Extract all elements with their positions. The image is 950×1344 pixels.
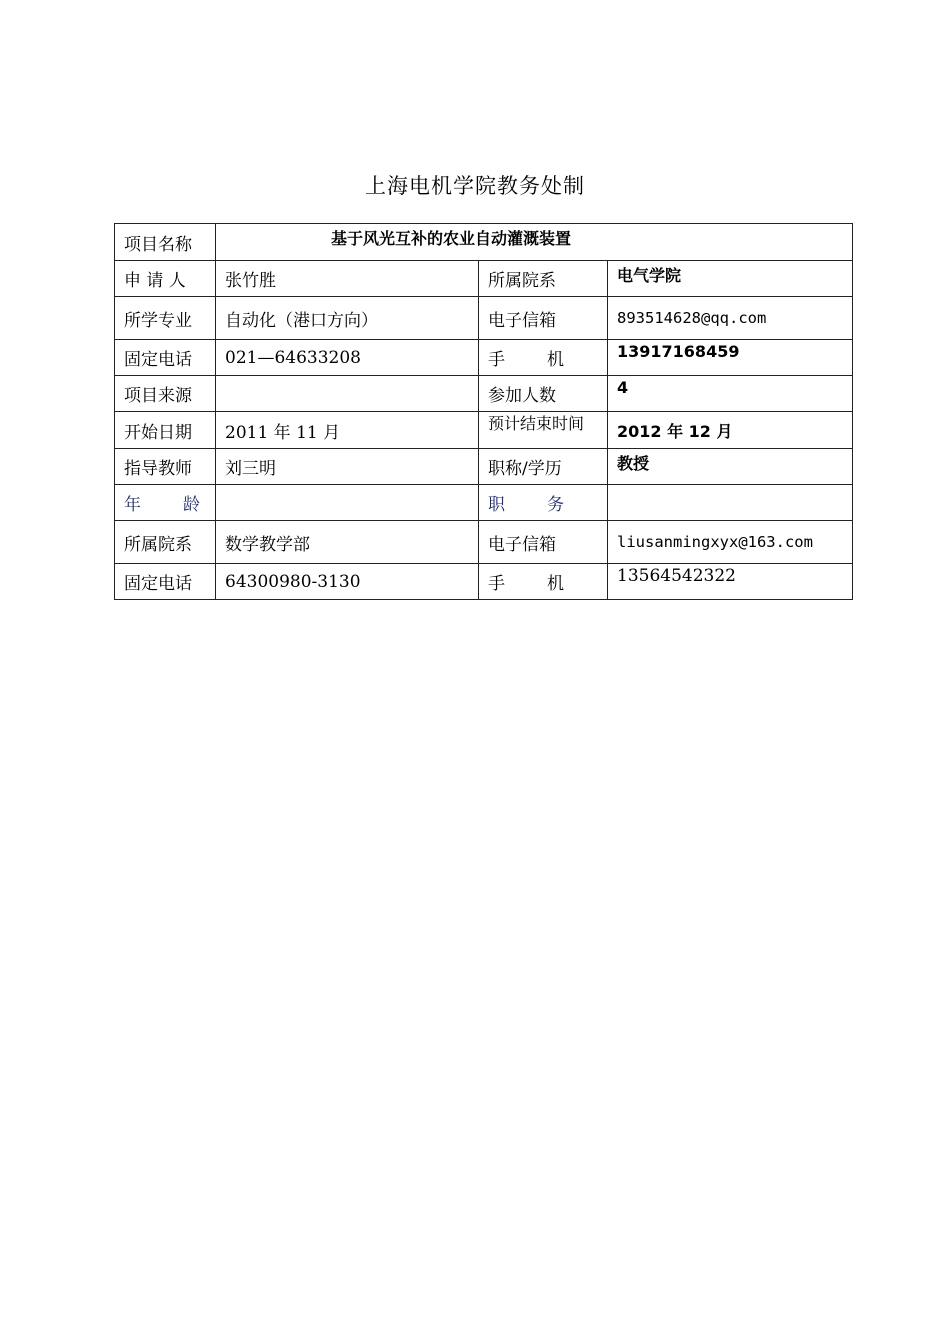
applicant-dept-label: 所属院系 [479,261,608,297]
applicant-dept: 电气学院 [608,261,853,297]
advisor-dept: 数学教学部 [216,521,479,564]
members-label: 参加人数 [479,376,608,412]
advisor-title: 教授 [608,449,853,485]
end-date: 2012 年 12 月 [608,412,853,449]
applicant-name: 张竹胜 [216,261,479,297]
application-form-table [114,223,853,600]
advisor-phone-label: 固定电话 [115,564,216,600]
advisor-age [216,485,479,521]
table-row [115,340,853,376]
end-date-label: 预计结束时间 [488,414,585,433]
major-label: 所学专业 [115,297,216,340]
table-row [115,224,853,261]
advisor-email: liusanmingxyx@163.com [608,521,853,564]
advisor-age-label: 年 龄 [115,485,216,521]
advisor-email-label: 电子信箱 [479,521,608,564]
advisor-mobile-label: 手 机 [479,564,608,600]
advisor-position [608,485,853,521]
table-row [115,449,853,485]
applicant-email-label: 电子信箱 [479,297,608,340]
table-row [115,261,853,297]
advisor-mobile: 13564542322 [608,564,853,600]
applicant-mobile-label: 手 机 [479,340,608,376]
applicant-email: 893514628@qq.com [608,297,853,340]
table-row [115,521,853,564]
advisor-label: 指导教师 [115,449,216,485]
table-row [115,412,853,449]
table-row [115,376,853,412]
applicant-label: 申 请 人 [115,261,216,297]
applicant-phone: 021—64633208 [216,340,479,376]
project-name-label: 项目名称 [115,224,216,261]
advisor-phone: 64300980-3130 [216,564,479,600]
applicant-mobile: 13917168459 [608,340,853,376]
advisor-name: 刘三明 [216,449,479,485]
project-source-label: 项目来源 [115,376,216,412]
start-date: 2011 年 11 月 [216,412,479,449]
advisor-dept-label: 所属院系 [115,521,216,564]
members-count: 4 [608,376,853,412]
applicant-phone-label: 固定电话 [115,340,216,376]
advisor-position-label: 职 务 [479,485,608,521]
applicant-major: 自动化（港口方向） [216,297,479,340]
advisor-title-label: 职称/学历 [479,449,608,485]
table-row [115,564,853,600]
project-name-value: 基于风光互补的农业自动灌溉装置 [216,224,853,261]
table-row [115,297,853,340]
page-title: 上海电机学院教务处制 [365,174,585,198]
table-row [115,485,853,521]
start-date-label: 开始日期 [115,412,216,449]
project-source [216,376,479,412]
